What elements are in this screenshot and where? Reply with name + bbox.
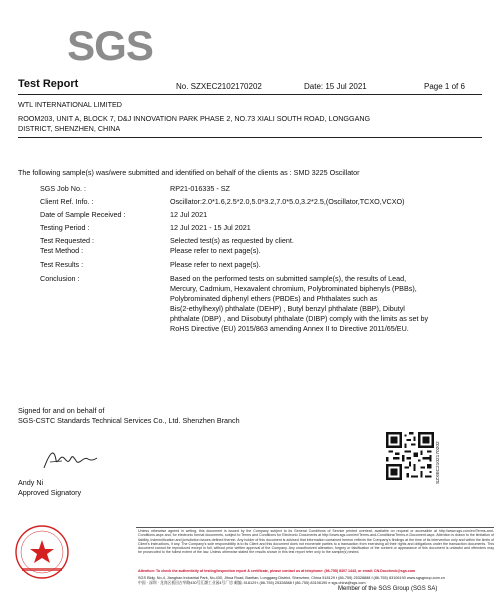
signed-on-behalf-line: Signed for and on behalf of — [18, 406, 105, 415]
field-label-date-received: Date of Sample Received : — [40, 210, 126, 219]
conclusion-line: Mercury, Cadmium, Hexavalent chromium, Polybrominated biphenyls (PBBs), — [170, 284, 417, 293]
conclusion-text — [170, 274, 470, 334]
client-address-line1: ROOM203, UNIT A, BLOCK 7, D&J INNOVATION PARK PHASE 2, NO.73 XIALI SOUTH ROAD, LONGGANG — [18, 114, 371, 123]
page-number: Page 1 of 6 — [424, 82, 465, 91]
conclusion-line: phthalate (DBP) , and Diisobutyl phthalate (DIBP) comply with the limits as set by — [170, 314, 429, 323]
intro-statement: The following sample(s) was/were submitted and identified on behalf of the clients as : SMD 3225 Oscillator — [18, 168, 360, 177]
field-label-test-method: Test Method : — [40, 246, 84, 255]
footer-attention: Attention: To check the authenticity of testing/inspection report & certificate, please contact us at telephone: (86-755) 8307 1443, or email: CN.Doccheck@sgs.com — [138, 569, 416, 573]
company-stamp — [14, 524, 70, 580]
field-value-testing-period: 12 Jul 2021 - 15 Jul 2021 — [170, 223, 251, 232]
client-address-line2: DISTRICT, SHENZHEN, CHINA — [18, 124, 121, 133]
sgs-group-membership: Member of the SGS Group (SGS SA) — [338, 586, 438, 592]
conclusion-label: Conclusion : — [40, 274, 80, 283]
qr-code-label: SZXEC2102170202 — [436, 441, 441, 484]
client-divider — [18, 137, 482, 138]
report-number: No. SZXEC2102170202 — [176, 82, 262, 91]
field-label-client-ref: Client Ref. Info. : — [40, 197, 94, 206]
header-divider — [18, 94, 482, 95]
handwritten-signature — [40, 446, 100, 472]
field-value-test-results: Please refer to next page(s). — [170, 260, 261, 269]
field-value-test-method: Please refer to next page(s). — [170, 246, 261, 255]
footer-address-cn: 中国 · 深圳 · 龙岗区板田吉华路430号江灏工业园4号厂房 邮编: 518129 t (86-755) 25328888 f (86-755) 83106190 e sgs.china@sgs.com — [138, 581, 366, 585]
footer-divider — [136, 527, 494, 528]
conclusion-line: RoHS Directive (EU) 2015/863 amending Annex II to Directive 2011/65/EU. — [170, 324, 409, 333]
signatory-role: Approved Signatory — [18, 488, 82, 497]
report-date: Date: 15 Jul 2021 — [304, 82, 367, 91]
conclusion-line: Based on the performed tests on submitted sample(s), the results of Lead, — [170, 274, 407, 283]
field-value-date-received: 12 Jul 2021 — [170, 210, 208, 219]
report-title: Test Report — [18, 78, 79, 90]
field-label-test-results: Test Results : — [40, 260, 84, 269]
field-value-test-requested: Selected test(s) as requested by client. — [170, 236, 294, 245]
field-label-test-requested: Test Requested : — [40, 236, 94, 245]
conclusion-line: Polybrominated diphenyl ethers (PBDEs) and Phthalates such as — [170, 294, 378, 303]
signing-organization: SGS-CSTC Standards Technical Services Co., Ltd. Shenzhen Branch — [18, 416, 240, 425]
footer-disclaimer: Unless otherwise agreed in writing, this document is issued by the Company subject to its General Conditions of Service printed overleaf, available on request or accessible at http://www.sgs.com/en/Terms-and-Conditions.aspx and, for electronic format documents, subject to Terms and Conditions for Electronic Documents at http://www.sgs.com/en/Terms-and-Conditions/Terms-e-Document.aspx. Attention is drawn to the limitation of liability, indemnification and jurisdiction issues defined therein. Any holder of this document is advised that information contained hereon reflects the Company's findings at the time of its intervention only and within the limits of Client's instructions, if any. The Company's sole responsibility is to its Client and this document does not exonerate parties to a transaction from exercising all their rights and obligations under the transaction documents. This document cannot be reproduced except in full, without prior written approval of the Company. Any unauthorized alteration, forgery or falsification of the content or appearance of this document is unlawful and offenders may be prosecuted to the fullest extent of the law. Unless otherwise stated the results shown in this test report refer only to the sample(s) tested. — [138, 529, 494, 555]
sgs-logo-text: SGS — [67, 22, 153, 66]
conclusion-line: Bis(2-ethylhexyl) phthalate (DEHP) , Butyl benzyl phthalate (BBP), Dibutyl — [170, 304, 405, 313]
field-label-testing-period: Testing Period : — [40, 223, 90, 232]
client-name: WTL INTERNATIONAL LIMITED — [18, 100, 122, 109]
sgs-logo — [62, 22, 158, 66]
qr-code-icon — [386, 432, 434, 480]
footer-address-en: SGS Bldg. No.4, Jianghao Industrial Park, No.430, Jihua Road, Bantian, Longgang District, Shenzhen, China 518129 t (86-755) 25328888 f (86-755) 83106190 www.sgsgroup.com.cn — [138, 576, 445, 580]
field-value-client-ref: Oscillator:2.0*1.6,2.5*2.0,5.0*3.2,7.0*5.0,3.2*2.5,(Oscillator,TCXO,VCXO) — [170, 197, 405, 206]
signatory-name: Andy Ni — [18, 478, 44, 487]
field-value-job-no: RP21-016335 - SZ — [170, 184, 230, 193]
field-label-job-no: SGS Job No. : — [40, 184, 86, 193]
